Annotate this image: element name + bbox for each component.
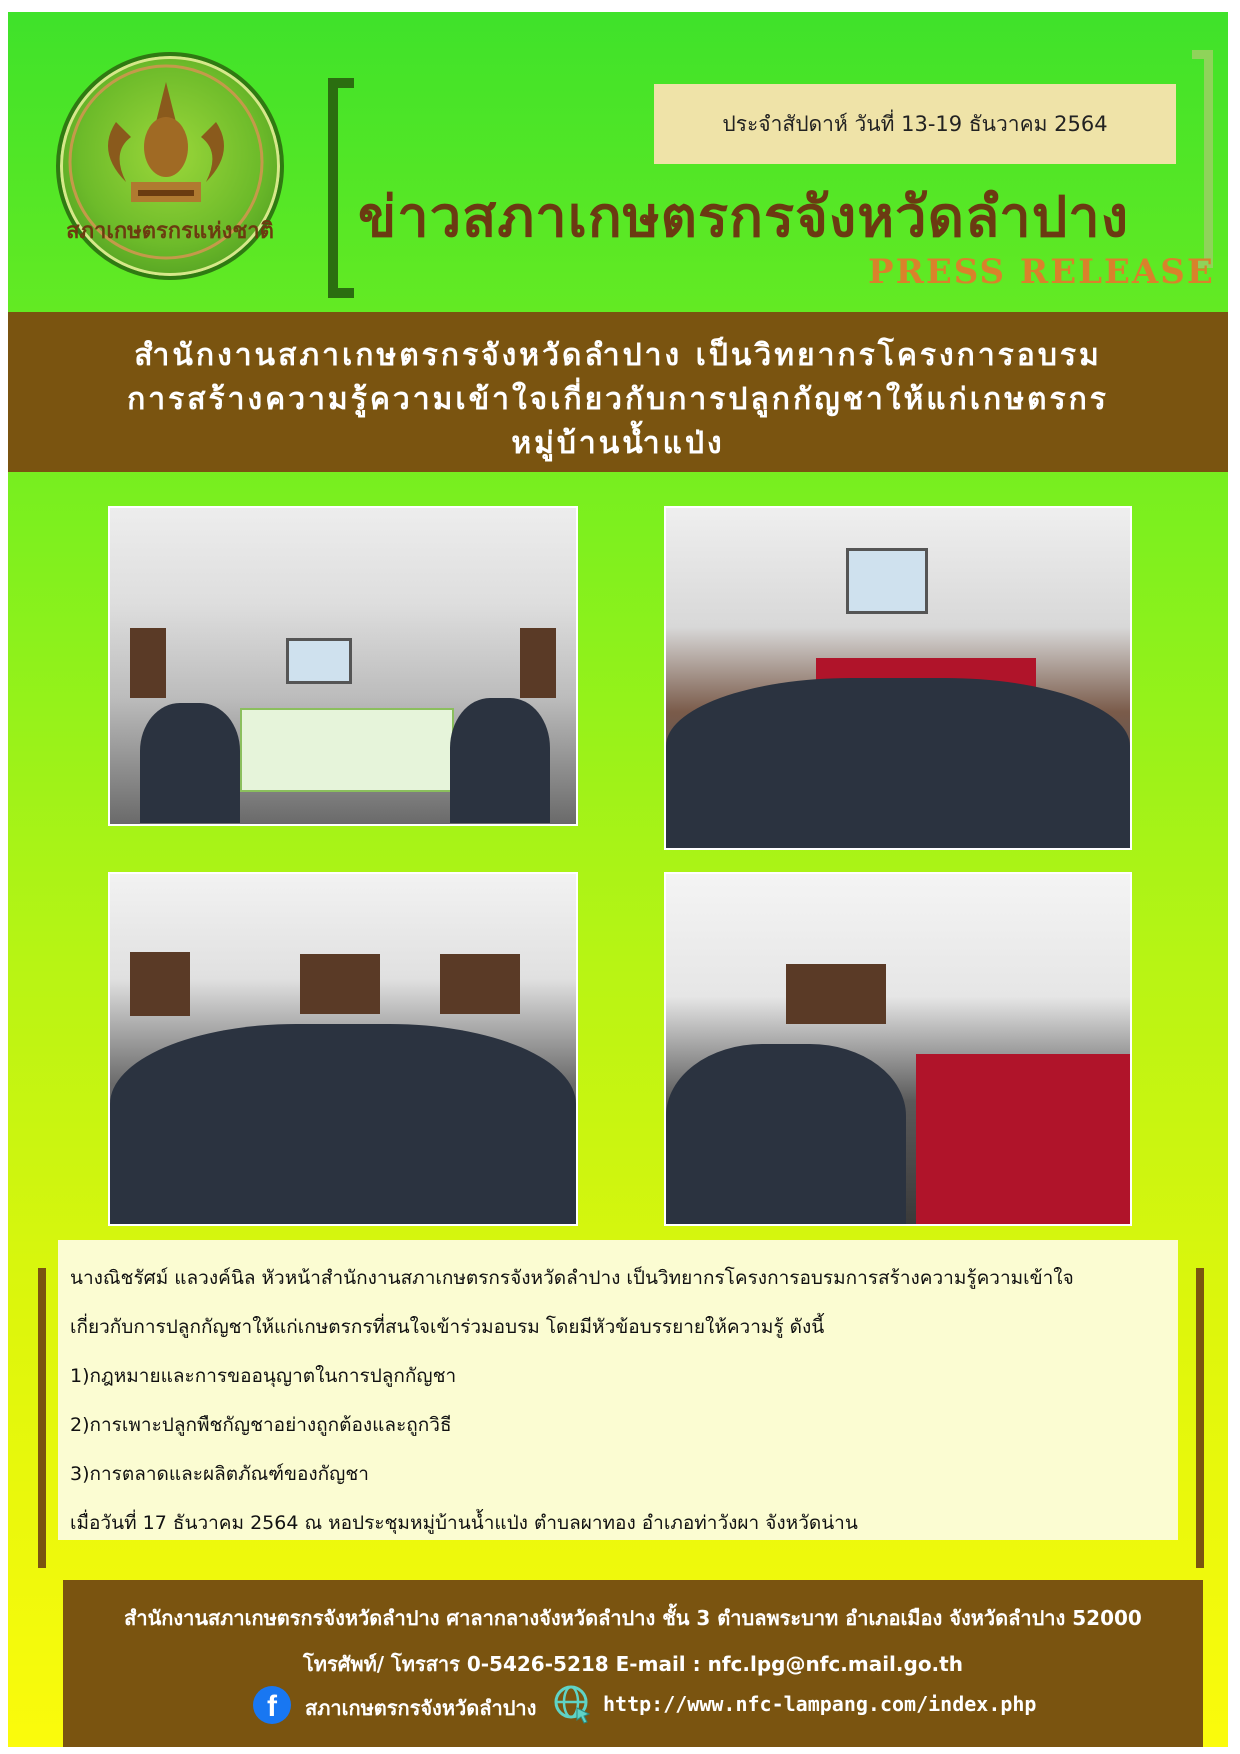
contact-footer: [63, 1580, 1203, 1747]
photo-speaker-table: [664, 872, 1132, 1226]
headline-line-3: หมู่บ้านน้ำแป่ง: [511, 426, 725, 461]
event-date-location: เมื่อวันที่ 17 ธันวาคม 2564 ณ หอประชุมหมู่บ้านน้ำแป่ง ตำบลผาทอง อำเภอท่าวังผา จังหวัดน่าน: [70, 1512, 858, 1534]
photo-group-portrait: [108, 506, 578, 826]
headline-band: [8, 312, 1228, 472]
body-paragraph-1: นางณิชรัศม์ แลวงค์นิล หัวหน้าสำนักงานสภาเกษตรกรจังหวัดลำปาง เป็นวิทยากรโครงการอบรมการสร้างความรู้ความเข้าใจ: [70, 1267, 1074, 1289]
body-side-bar-left: [38, 1268, 46, 1568]
website-link[interactable]: http://www.nfc-lampang.com/index.php: [603, 1692, 1037, 1716]
headline-line-2: การสร้างความรู้ความเข้าใจเกี่ยวกับการปลูกกัญชาให้แก่เกษตรกร: [127, 382, 1109, 417]
facebook-icon[interactable]: f: [253, 1686, 291, 1724]
newsletter-title: ข่าวสภาเกษตรกรจังหวัดลำปาง: [358, 184, 1130, 250]
photo-lecture-audience: [664, 506, 1132, 850]
body-paragraph-2: เกี่ยวกับการปลูกกัญชาให้แก่เกษตรกรที่สนใจเข้าร่วมอบรม โดยมีหัวข้อบรรยายให้ความรู้ ดังนี้: [70, 1316, 825, 1338]
topic-item-2: 2)การเพาะปลูกพืชกัญชาอย่างถูกต้องและถูกวิธี: [70, 1414, 452, 1436]
topic-item-1: 1)กฎหมายและการขออนุญาตในการปลูกกัญชา: [70, 1365, 457, 1387]
title-bracket-right: [1192, 50, 1213, 268]
globe-cursor-icon[interactable]: [553, 1684, 593, 1724]
press-release-label: PRESS RELEASE: [868, 252, 1215, 292]
photo-seated-participants: [108, 872, 578, 1226]
headline-line-1: สำนักงานสภาเกษตรกรจังหวัดลำปาง เป็นวิทยากรโครงการอบรม: [134, 338, 1102, 373]
press-release-page: [8, 12, 1228, 1747]
body-side-bar-right: [1196, 1268, 1204, 1568]
facebook-link[interactable]: สภาเกษตรกรจังหวัดลำปาง: [305, 1696, 537, 1720]
council-logo: [56, 52, 284, 280]
footer-address: สำนักงานสภาเกษตรกรจังหวัดลำปาง ศาลากลางจังหวัดลำปาง ชั้น 3 ตำบลพระบาท อำเภอเมือง จังหวัดลำปาง 52000: [124, 1606, 1142, 1630]
topic-item-3: 3)การตลาดและผลิตภัณฑ์ของกัญชา: [70, 1463, 369, 1485]
logo-caption: สภาเกษตรกรแห่งชาติ: [66, 218, 274, 244]
title-bracket-left: [328, 78, 354, 298]
footer-contact: โทรศัพท์/ โทรสาร 0-5426-5218 E-mail : nfc.lpg@nfc.mail.go.th: [303, 1652, 963, 1676]
body-text: [70, 1254, 1170, 1548]
issue-date: ประจำสัปดาห์ วันที่ 13-19 ธันวาคม 2564: [654, 84, 1176, 164]
